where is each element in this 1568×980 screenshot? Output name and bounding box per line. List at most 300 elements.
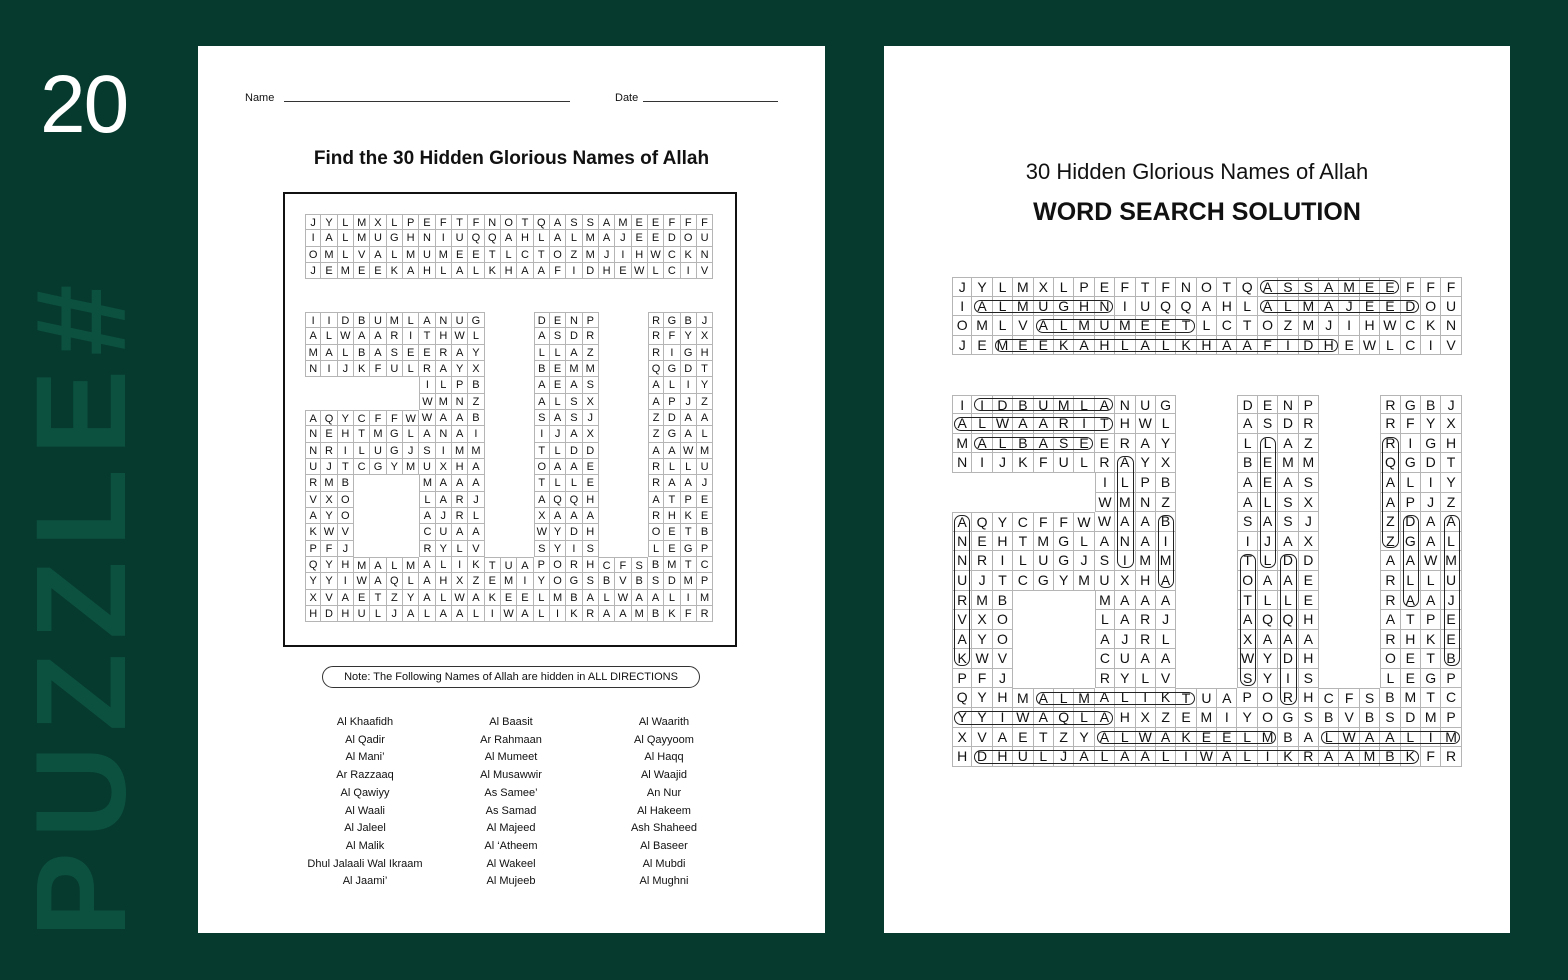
solution-grid-letter: U xyxy=(1136,395,1156,415)
puzzle-grid-letter: I xyxy=(452,557,468,573)
puzzle-grid-letter: E xyxy=(468,247,484,263)
solution-grid-row xyxy=(952,630,1462,650)
puzzle-grid-letter: H xyxy=(419,263,435,279)
puzzle-grid-letter: H xyxy=(583,492,599,508)
puzzle-grid-letter: Q xyxy=(387,573,403,589)
puzzle-grid-letter: J xyxy=(583,410,599,426)
solution-grid-letter: H xyxy=(1095,336,1115,356)
solution-grid-gap xyxy=(1074,473,1094,493)
solution-grid-letter: N xyxy=(952,453,972,473)
word-list-item: Al Waajid xyxy=(640,769,688,782)
puzzle-grid-letter: A xyxy=(534,377,550,393)
puzzle-grid-letter: X xyxy=(583,394,599,410)
solution-grid-letter: N xyxy=(1136,493,1156,513)
puzzle-grid-letter: B xyxy=(468,410,484,426)
word-list-item: Al Waarith xyxy=(638,716,690,728)
puzzle-grid-gap xyxy=(632,459,648,475)
puzzle-grid-letter: A xyxy=(436,361,452,377)
word-list-item: Al ‘Atheem xyxy=(484,839,538,852)
solution-grid-letter: X xyxy=(952,728,972,748)
solution-grid-gap xyxy=(1074,649,1094,669)
puzzle-grid-letter: V xyxy=(697,263,713,279)
solution-grid-letter: I xyxy=(1115,551,1135,571)
word-list-item: Al Khaafidh xyxy=(336,716,394,728)
solution-grid-gap xyxy=(1360,493,1380,513)
puzzle-grid-gap xyxy=(517,508,533,524)
puzzle-grid-letter: O xyxy=(648,524,664,540)
solution-grid-letter: I xyxy=(1095,473,1115,493)
puzzle-grid-gap xyxy=(599,443,615,459)
solution-grid-letter: J xyxy=(1115,630,1135,650)
puzzle-grid-letter: F xyxy=(550,263,566,279)
solution-grid-letter: Z xyxy=(1380,532,1400,552)
solution-grid-letter: R xyxy=(952,591,972,611)
puzzle-grid-letter: L xyxy=(648,263,664,279)
word-list-item: Al Baseer xyxy=(640,839,688,852)
puzzle-grid-gap xyxy=(615,345,631,361)
solution-grid-letter: A xyxy=(1115,591,1135,611)
solution-grid-gap xyxy=(1054,610,1074,630)
solution-grid-gap xyxy=(1197,414,1217,434)
puzzle-grid-letter: H xyxy=(436,573,452,589)
solution-grid-letter: B xyxy=(993,591,1013,611)
solution-grid-letter: E xyxy=(1095,277,1115,297)
solution-grid-letter: I xyxy=(1176,747,1196,767)
solution-grid-letter: L xyxy=(1237,728,1257,748)
puzzle-grid-letter: J xyxy=(697,475,713,491)
puzzle-grid-letter: V xyxy=(338,524,354,540)
solution-grid-letter: U xyxy=(1095,571,1115,591)
solution-grid-letter: B xyxy=(1278,728,1298,748)
solution-page xyxy=(884,46,1510,933)
solution-grid-letter: J xyxy=(1441,591,1461,611)
word-list-item: Al Mubdi xyxy=(642,857,686,870)
solution-grid-letter: L xyxy=(1074,532,1094,552)
solution-grid-letter: A xyxy=(1156,571,1176,591)
puzzle-grid-letter: T xyxy=(681,524,697,540)
solution-grid-row xyxy=(952,669,1462,689)
solution-grid-letter: A xyxy=(1237,473,1257,493)
solution-grid-letter: A xyxy=(1034,688,1054,708)
solution-grid-letter: A xyxy=(1421,512,1441,532)
puzzle-grid-letter: L xyxy=(599,590,615,606)
puzzle-grid-letter: T xyxy=(664,492,680,508)
solution-grid-gap xyxy=(1176,434,1196,454)
solution-grid-gap xyxy=(1034,669,1054,689)
solution-grid-letter: C xyxy=(1319,688,1339,708)
puzzle-grid-letter: D xyxy=(664,573,680,589)
puzzle-grid-gap xyxy=(599,312,615,328)
puzzle-grid-letter: J xyxy=(305,263,321,279)
solution-grid-gap xyxy=(1197,669,1217,689)
puzzle-grid-letter: X xyxy=(697,328,713,344)
solution-grid-letter: R xyxy=(1136,630,1156,650)
puzzle-grid-letter: O xyxy=(550,557,566,573)
puzzle-grid-row xyxy=(305,475,713,491)
puzzle-grid-letter: A xyxy=(664,475,680,491)
solution-grid-letter: R xyxy=(1054,414,1074,434)
puzzle-grid-letter: N xyxy=(697,247,713,263)
puzzle-grid-letter: E xyxy=(632,214,648,230)
puzzle-grid-letter: X xyxy=(583,426,599,442)
puzzle-grid-letter: H xyxy=(452,459,468,475)
solution-grid-letter: H xyxy=(993,688,1013,708)
puzzle-grid-letter: D xyxy=(321,606,337,622)
puzzle-grid-letter: M xyxy=(403,247,419,263)
puzzle-grid-letter: A xyxy=(550,230,566,246)
solution-grid-gap xyxy=(1034,591,1054,611)
solution-grid-gap xyxy=(1217,649,1237,669)
solution-grid-letter: C xyxy=(1401,336,1421,356)
puzzle-grid-gap xyxy=(485,541,501,557)
solution-grid-letter: F xyxy=(1339,688,1359,708)
puzzle-grid-gap xyxy=(370,492,386,508)
puzzle-grid-letter: A xyxy=(517,606,533,622)
puzzle-grid-letter: P xyxy=(534,557,550,573)
solution-grid-gap xyxy=(1339,610,1359,630)
solution-grid-gap xyxy=(1319,453,1339,473)
puzzle-grid-letter: A xyxy=(436,475,452,491)
puzzle-grid-row xyxy=(305,328,713,344)
puzzle-grid-letter: Q xyxy=(305,557,321,573)
puzzle-grid-letter: W xyxy=(681,443,697,459)
solution-grid-letter: A xyxy=(1258,277,1278,297)
puzzle-grid-gap xyxy=(517,524,533,540)
puzzle-grid-letter: I xyxy=(566,263,582,279)
word-list-item: Al Jaleel xyxy=(344,822,386,835)
puzzle-grid-letter: P xyxy=(305,541,321,557)
solution-grid-letter: H xyxy=(993,747,1013,767)
solution-grid-letter: X xyxy=(972,610,992,630)
solution-grid-gap xyxy=(1217,610,1237,630)
solution-grid-letter: I xyxy=(1421,473,1441,493)
puzzle-grid-gap xyxy=(305,394,321,410)
puzzle-grid-gap xyxy=(370,541,386,557)
word-list-item: Al Mujeeb xyxy=(486,875,536,888)
solution-grid-letter: L xyxy=(1401,473,1421,493)
puzzle-grid-letter: I xyxy=(305,312,321,328)
solution-grid-letter: A xyxy=(1237,610,1257,630)
puzzle-grid-letter: L xyxy=(501,247,517,263)
puzzle-grid-letter: K xyxy=(681,247,697,263)
puzzle-grid-letter: W xyxy=(648,247,664,263)
puzzle-grid-letter: E xyxy=(664,541,680,557)
puzzle-grid-letter: I xyxy=(566,541,582,557)
solution-grid-letter: X xyxy=(1237,630,1257,650)
solution-grid-letter: B xyxy=(1013,395,1033,415)
puzzle-grid-letter: Y xyxy=(534,573,550,589)
puzzle-grid-letter: F xyxy=(697,214,713,230)
solution-grid-letter: F xyxy=(1258,336,1278,356)
solution-grid-letter: X xyxy=(1136,708,1156,728)
puzzle-grid-gap xyxy=(517,377,533,393)
puzzle-grid-gap xyxy=(517,475,533,491)
puzzle-grid-letter: S xyxy=(550,328,566,344)
puzzle-grid-letter: I xyxy=(436,443,452,459)
name-line[interactable] xyxy=(284,101,570,102)
puzzle-grid-gap xyxy=(632,394,648,410)
puzzle-grid-letter: W xyxy=(419,410,435,426)
puzzle-grid-gap xyxy=(387,475,403,491)
solution-grid-letter: O xyxy=(1258,316,1278,336)
puzzle-grid-letter: E xyxy=(370,263,386,279)
puzzle-grid-letter: G xyxy=(664,312,680,328)
puzzle-grid-letter: I xyxy=(436,230,452,246)
puzzle-grid-letter: J xyxy=(305,214,321,230)
puzzle-grid-gap xyxy=(485,443,501,459)
solution-grid-letter: I xyxy=(1115,297,1135,317)
puzzle-grid-letter: D xyxy=(583,263,599,279)
puzzle-grid-gap xyxy=(485,345,501,361)
solution-grid-letter: M xyxy=(1013,277,1033,297)
puzzle-grid-letter: D xyxy=(566,328,582,344)
solution-grid-gap xyxy=(1034,493,1054,513)
solution-grid-letter: A xyxy=(1441,512,1461,532)
solution-grid-letter: E xyxy=(1013,336,1033,356)
solution-grid-letter: M xyxy=(1013,297,1033,317)
solution-grid-letter: F xyxy=(1034,453,1054,473)
solution-grid-gap xyxy=(1034,630,1054,650)
solution-grid-letter: S xyxy=(1299,708,1319,728)
puzzle-grid-letter: D xyxy=(338,312,354,328)
puzzle-grid-letter: A xyxy=(436,410,452,426)
solution-grid-letter: R xyxy=(1380,395,1400,415)
word-list-item: Ar Rahmaan xyxy=(480,733,542,746)
puzzle-grid-letter: R xyxy=(648,459,664,475)
puzzle-grid-gap xyxy=(615,312,631,328)
word-list-item: As Samee’ xyxy=(484,786,538,799)
solution-grid-letter: M xyxy=(1299,297,1319,317)
puzzle-grid-letter: A xyxy=(419,573,435,589)
solution-grid-gap xyxy=(1339,571,1359,591)
solution-grid-letter: L xyxy=(1013,551,1033,571)
puzzle-grid-gap xyxy=(501,312,517,328)
puzzle-grid-row xyxy=(305,590,713,606)
solution-grid-letter: A xyxy=(1197,297,1217,317)
puzzle-grid-letter: A xyxy=(566,459,582,475)
solution-grid-letter: M xyxy=(1278,453,1298,473)
solution-grid-letter: A xyxy=(1237,414,1257,434)
solution-grid-letter: P xyxy=(1441,708,1461,728)
puzzle-grid-spacer xyxy=(305,296,321,312)
puzzle-grid-letter: J xyxy=(550,426,566,442)
puzzle-grid-row xyxy=(305,394,713,410)
puzzle-grid-letter: I xyxy=(419,377,435,393)
puzzle-grid-letter: J xyxy=(599,247,615,263)
puzzle-grid-letter: L xyxy=(697,426,713,442)
puzzle-grid-gap xyxy=(370,394,386,410)
solution-grid-gap xyxy=(1197,395,1217,415)
puzzle-grid-letter: B xyxy=(566,590,582,606)
solution-grid-letter: S xyxy=(1278,277,1298,297)
solution-grid-letter: A xyxy=(1278,434,1298,454)
puzzle-grid-letter: P xyxy=(452,377,468,393)
puzzle-grid-letter: U xyxy=(305,459,321,475)
solution-grid-letter: S xyxy=(1278,493,1298,513)
solution-grid-letter: A xyxy=(1278,532,1298,552)
puzzle-grid-letter: L xyxy=(452,541,468,557)
puzzle-grid-letter: T xyxy=(534,475,550,491)
puzzle-grid-letter: S xyxy=(583,541,599,557)
puzzle-grid-gap xyxy=(615,377,631,393)
puzzle-grid-letter: Q xyxy=(550,492,566,508)
solution-grid-letter: E xyxy=(1095,434,1115,454)
solution-grid-letter: Q xyxy=(1156,297,1176,317)
puzzle-grid-letter: H xyxy=(664,508,680,524)
solution-grid-letter: C xyxy=(1441,688,1461,708)
puzzle-grid-letter: L xyxy=(403,361,419,377)
solution-grid-gap xyxy=(1074,669,1094,689)
puzzle-grid-letter: E xyxy=(501,590,517,606)
word-list-item: Ar Razzaaq xyxy=(336,769,394,782)
solution-grid-letter: D xyxy=(1278,649,1298,669)
puzzle-grid-letter: A xyxy=(305,410,321,426)
solution-grid-gap xyxy=(1319,473,1339,493)
solution-grid-letter: D xyxy=(993,395,1013,415)
solution-grid-letter: X xyxy=(1441,414,1461,434)
puzzle-grid-gap xyxy=(517,443,533,459)
solution-grid-letter: A xyxy=(1136,649,1156,669)
puzzle-grid-letter: T xyxy=(485,557,501,573)
solution-grid-gap xyxy=(1197,453,1217,473)
directions-note: Note: The Following Names of Allah are hidden in ALL DIRECTIONS xyxy=(322,666,700,688)
solution-grid-letter: A xyxy=(1136,336,1156,356)
puzzle-grid-letter: G xyxy=(387,230,403,246)
puzzle-grid-letter: F xyxy=(468,214,484,230)
puzzle-grid-letter: L xyxy=(338,230,354,246)
solution-grid-gap xyxy=(1013,610,1033,630)
puzzle-grid-letter: A xyxy=(534,394,550,410)
puzzle-grid-letter: I xyxy=(681,377,697,393)
solution-grid-letter: A xyxy=(1156,728,1176,748)
solution-grid-gap xyxy=(1217,571,1237,591)
solution-grid-row xyxy=(952,728,1462,748)
date-line[interactable] xyxy=(643,101,778,102)
solution-grid-letter: A xyxy=(1095,630,1115,650)
solution-grid-letter: H xyxy=(1319,336,1339,356)
solution-grid-letter: M xyxy=(1156,551,1176,571)
word-list-item: Al Baasit xyxy=(489,716,533,728)
solution-grid-gap xyxy=(1217,434,1237,454)
puzzle-grid-gap xyxy=(615,361,631,377)
puzzle-grid-letter: A xyxy=(681,475,697,491)
solution-grid-letter: J xyxy=(1319,316,1339,336)
puzzle-grid-letter: K xyxy=(468,557,484,573)
puzzle-grid-letter: V xyxy=(354,247,370,263)
solution-grid-letter: A xyxy=(1074,336,1094,356)
puzzle-grid-letter: A xyxy=(321,345,337,361)
puzzle-grid-letter: T xyxy=(354,426,370,442)
puzzle-grid-letter: M xyxy=(697,590,713,606)
puzzle-grid-gap xyxy=(501,508,517,524)
solution-grid-gap xyxy=(1176,512,1196,532)
puzzle-grid-letter: L xyxy=(419,492,435,508)
solution-grid-gap xyxy=(1217,453,1237,473)
puzzle-grid-gap xyxy=(517,345,533,361)
puzzle-grid-letter: U xyxy=(387,361,403,377)
puzzle-grid-gap xyxy=(599,459,615,475)
puzzle-grid-letter: A xyxy=(452,475,468,491)
solution-grid-row xyxy=(952,297,1462,317)
solution-grid-letter: J xyxy=(952,336,972,356)
puzzle-grid-letter: A xyxy=(664,443,680,459)
solution-grid-letter: N xyxy=(1115,395,1135,415)
solution-grid-gap xyxy=(1217,493,1237,513)
solution-grid-letter: A xyxy=(1136,532,1156,552)
solution-grid-letter: U xyxy=(1136,297,1156,317)
solution-grid-letter: P xyxy=(1421,610,1441,630)
solution-grid-gap xyxy=(1319,649,1339,669)
puzzle-grid-gap xyxy=(485,410,501,426)
solution-grid-letter: L xyxy=(1237,434,1257,454)
solution-grid-letter: R xyxy=(1299,414,1319,434)
solution-grid-letter: N xyxy=(1115,532,1135,552)
puzzle-grid-gap xyxy=(517,492,533,508)
puzzle-grid-letter: M xyxy=(583,230,599,246)
puzzle-grid-letter: U xyxy=(697,230,713,246)
solution-grid-letter: O xyxy=(1258,708,1278,728)
solution-grid-letter: G xyxy=(1421,434,1441,454)
puzzle-grid-letter: M xyxy=(566,361,582,377)
puzzle-grid-letter: A xyxy=(370,345,386,361)
puzzle-grid-row xyxy=(305,214,713,230)
puzzle-grid-letter: R xyxy=(419,361,435,377)
solution-grid-gap xyxy=(1339,551,1359,571)
puzzle-grid-letter: U xyxy=(419,459,435,475)
solution-grid-letter: N xyxy=(1441,316,1461,336)
solution-grid-letter: L xyxy=(1319,728,1339,748)
puzzle-title: Find the 30 Hidden Glorious Names of Allah xyxy=(313,148,710,169)
puzzle-grid-letter: E xyxy=(664,524,680,540)
puzzle-grid-gap xyxy=(354,508,370,524)
puzzle-grid-letter: D xyxy=(566,443,582,459)
puzzle-grid-letter: M xyxy=(436,247,452,263)
solution-grid-letter: F xyxy=(1156,277,1176,297)
puzzle-grid-letter: W xyxy=(321,524,337,540)
solution-grid-letter: L xyxy=(1156,630,1176,650)
solution-grid-letter: J xyxy=(1339,297,1359,317)
puzzle-grid-letter: S xyxy=(566,410,582,426)
solution-grid-letter: R xyxy=(1380,414,1400,434)
puzzle-grid-row xyxy=(305,426,713,442)
puzzle-grid-letter: G xyxy=(387,443,403,459)
puzzle-grid-letter: S xyxy=(566,394,582,410)
solution-grid-gap xyxy=(1197,551,1217,571)
word-list-item: Al Waali xyxy=(345,804,385,817)
solution-grid-gap xyxy=(1217,669,1237,689)
solution-grid-letter: B xyxy=(1421,395,1441,415)
solution-grid-letter: H xyxy=(1441,434,1461,454)
solution-grid-letter: R xyxy=(1115,434,1135,454)
solution-grid-letter: J xyxy=(1258,532,1278,552)
puzzle-grid-letter: S xyxy=(632,557,648,573)
solution-grid-gap xyxy=(1339,630,1359,650)
solution-grid-gap xyxy=(1013,649,1033,669)
solution-grid-gap xyxy=(1054,669,1074,689)
puzzle-grid-letter: D xyxy=(583,443,599,459)
solution-grid-letter: M xyxy=(1299,316,1319,336)
puzzle-grid-letter: A xyxy=(648,377,664,393)
puzzle-grid-letter: E xyxy=(550,312,566,328)
solution-grid-gap xyxy=(1197,473,1217,493)
puzzle-grid-letter: T xyxy=(534,247,550,263)
puzzle-grid-gap xyxy=(354,541,370,557)
solution-grid-gap xyxy=(1360,532,1380,552)
solution-grid-letter: Z xyxy=(1054,728,1074,748)
solution-subtitle: WORD SEARCH SOLUTION xyxy=(1033,198,1361,226)
puzzle-grid-gap xyxy=(632,377,648,393)
puzzle-grid-letter: Y xyxy=(550,541,566,557)
